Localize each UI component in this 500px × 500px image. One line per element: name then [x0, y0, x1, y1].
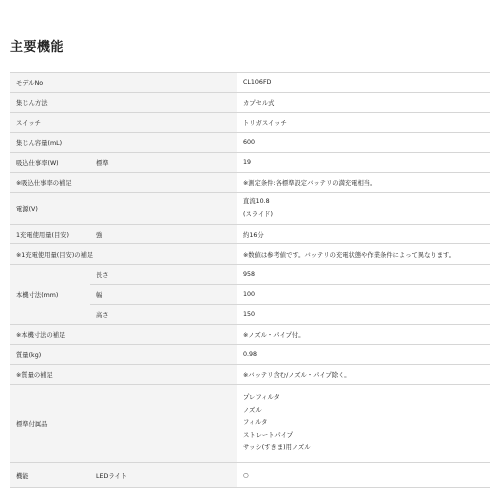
spec-label: 質量(kg)	[10, 345, 237, 365]
spec-value: 19	[237, 153, 490, 173]
spec-table	[10, 72, 490, 488]
spec-value	[237, 193, 490, 225]
table-row	[10, 365, 490, 385]
table-row	[10, 244, 490, 265]
spec-sublabel: 長さ	[90, 265, 237, 285]
spec-sublabel: 強	[90, 225, 237, 244]
spec-label: 機能	[10, 463, 90, 488]
accessory-item: ストレートパイプ	[243, 431, 294, 439]
table-row	[10, 113, 490, 133]
spec-sublabel: 幅	[90, 285, 237, 305]
accessory-item: サッシ(すきま)用ノズル	[243, 444, 311, 452]
table-row	[10, 93, 490, 113]
spec-label: ※質量の補足	[10, 365, 237, 385]
spec-label: 吸込仕事率(W)	[10, 153, 90, 173]
spec-value-line: (スライド)	[243, 210, 273, 218]
spec-value: 958	[237, 265, 490, 285]
table-row	[10, 325, 490, 345]
spec-label: モデルNo	[10, 73, 237, 93]
accessory-list	[237, 385, 490, 463]
spec-label: 集じん容量(mL)	[10, 133, 237, 153]
spec-value-line: 直流10.8	[243, 198, 270, 205]
spec-value: ※測定条件:各標準設定バッテリの満充電相当。	[237, 173, 490, 193]
table-row	[10, 225, 490, 244]
spec-label: 1充電使用量(目安)	[10, 225, 90, 244]
table-row	[10, 173, 490, 193]
spec-value: カプセル式	[237, 93, 490, 113]
spec-label: ※本機寸法の補足	[10, 325, 237, 345]
spec-value: 0.98	[237, 345, 490, 365]
table-row	[10, 133, 490, 153]
spec-sublabel: LEDライト	[90, 463, 237, 488]
spec-value: 約16分	[237, 225, 490, 244]
table-row	[10, 345, 490, 365]
spec-label: スイッチ	[10, 113, 237, 133]
spec-label: ※吸込仕事率の補足	[10, 173, 237, 193]
page-title: 主要機能	[10, 40, 65, 55]
spec-label: 本機寸法(mm)	[10, 265, 90, 325]
table-row	[10, 153, 490, 173]
accessory-item: フィルタ	[243, 419, 268, 427]
spec-value: 600	[237, 133, 490, 153]
table-row	[10, 193, 490, 225]
table-row	[10, 385, 490, 463]
table-row	[10, 73, 490, 93]
spec-label: 標準付属品	[10, 385, 237, 463]
spec-value: ※バッテリ含む/ノズル・パイプ除く。	[237, 365, 490, 385]
table-row	[10, 265, 490, 285]
circle-mark-icon: ○	[237, 463, 490, 488]
spec-value: ※数値は参考値です。バッテリの充電状態や作業条件によって異なります。	[237, 244, 490, 265]
spec-sublabel: 標準	[90, 153, 237, 173]
spec-value: 150	[237, 305, 490, 325]
table-row	[10, 463, 490, 488]
accessory-item: ノズル	[243, 406, 262, 414]
spec-label: ※1充電使用量(目安)の補足	[10, 244, 237, 265]
accessory-item: プレフィルタ	[243, 394, 280, 402]
spec-value: CL106FD	[237, 73, 490, 93]
spec-value: ※ノズル・パイプ付。	[237, 325, 490, 345]
spec-label: 集じん方法	[10, 93, 237, 113]
spec-value: トリガスイッチ	[237, 113, 490, 133]
spec-sublabel: 高さ	[90, 305, 237, 325]
spec-label: 電源(V)	[10, 193, 237, 225]
spec-value: 100	[237, 285, 490, 305]
